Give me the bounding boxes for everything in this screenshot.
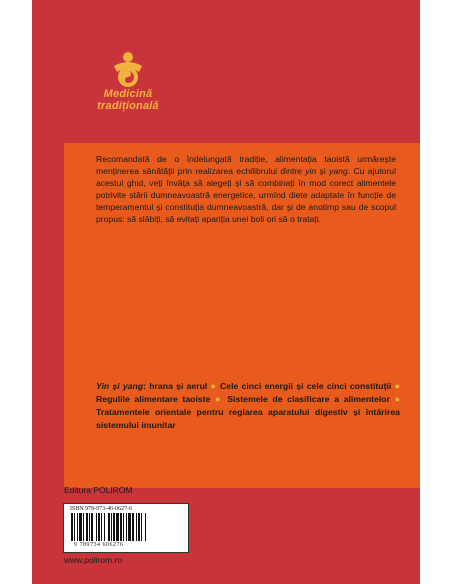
logo-line-2: tradițională: [97, 100, 159, 112]
bullet-icon: ●: [394, 381, 400, 391]
back-cover: [32, 0, 420, 584]
topic-item: Tratamentele orientale pentru reglarea aparatului digestiv și întărirea sistemului imunitar: [96, 407, 400, 430]
yin-yang-figure-icon: [108, 50, 148, 88]
isbn-barcode: [63, 503, 189, 553]
publisher-name: Editura POLIROM: [64, 485, 133, 495]
orange-panel: [64, 143, 420, 488]
topic-item: Regulile alimentare taoiste: [96, 394, 211, 404]
isbn-label: ISBN 978-973-46-0627-6: [70, 506, 133, 512]
topic-item: Cele cinci energii și cele cinci constituții: [220, 381, 392, 391]
topics-list: Yin și yang: hrana și aerul ● Cele cinci energii și cele cinci constituții ● Regulile alimentare taoiste ● Sistemele de clasificare a alimentelor ● Tratamentele orientale pentru reglarea aparatului digestiv și întărirea sistemului imunitar: [96, 381, 400, 430]
topic-item: Sistemele de clasificare a alimentelor: [227, 394, 390, 404]
bullet-icon: ●: [215, 394, 223, 404]
logo-line-1: Medicină: [103, 88, 153, 100]
barcode-number: 9 789734 606276: [74, 542, 124, 548]
bullet-icon: ●: [394, 394, 400, 404]
description-paragraph: Recomandată de o îndelungată tradiție, alimentația taoistă urmărește menținerea sănătății prin realizarea echilibrului dintre yin și yang. Cu ajutorul acestui ghid, veți învăța să alegeți și să combinați în mod corect alimentele potrivite stării dumneavoastră energetice, urmînd diete adaptate în funcție de temperamentul și constituția dumneavoastră, dar și de anotimp sau de scopul propus: să slăbiți, să evitați apariția unei boli ori să o tratați.: [96, 154, 396, 224]
bullet-icon: ●: [210, 381, 217, 391]
barcode-bars-icon: [71, 513, 181, 541]
collection-logo: [88, 50, 168, 112]
publisher-website: www.polirom.ro: [64, 555, 123, 565]
